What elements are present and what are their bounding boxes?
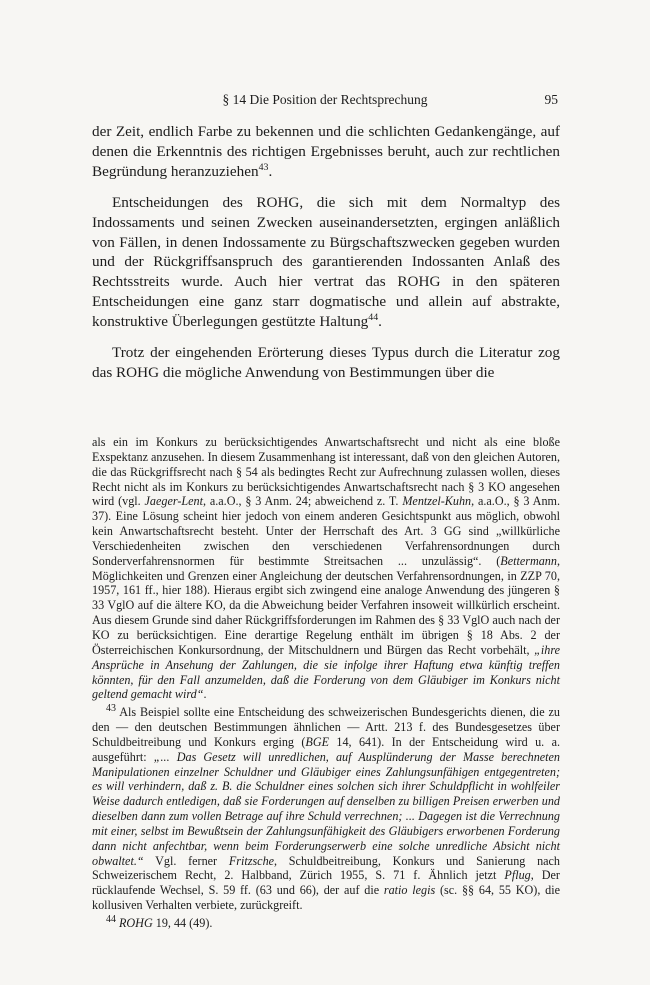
paragraph: Entscheidungen des ROHG, die sich mit dem Normaltyp des Indossaments und seinen Zwecken auseinandersetzten, ergingen anläßlich von Fällen, in denen Indossamente zu Bürgschaftszwecken gegeben wurden und der Rückgriffsanspruch des garantierenden Indossanten Anlaß des Rechtsstreits wurde. Auch hier vertrat das ROHG in den späteren Entscheidungen eine ganz starr dogmatische und allein auf abstrakte, konstruktive Überlegungen gestützte Haltung$^{44}$. — [92, 193, 560, 331]
chapter-title: § 14 Die Position der Rechtsprechung — [222, 92, 428, 107]
footnote-number: 43 — [106, 703, 116, 715]
paragraph: der Zeit, endlich Farbe zu bekennen und die schlichten Gedankengänge, auf denen die Erkenntnis des richtigen Ergebnisses beruht, auch zur rechtlichen Begründung heranzuziehen$^{43}$. — [92, 123, 560, 180]
paragraph: Trotz der eingehenden Erörterung dieses Typus durch die Literatur zog das ROHG die mögliche Anwendung von Bestimmungen über die — [92, 344, 560, 381]
main-text — [92, 122, 560, 394]
footnote-continuation: als ein im Konkurs zu berücksichtigendes Anwartschaftsrecht und nicht als eine bloße Exspektanz anzusehen. In diesem Zusammenhang ist interessant, daß von den gleichen Autoren, die das Rückgriffsrecht nach § 54 als bedingtes Recht zur Aufrechnung zulassen wollen, dieses Recht nicht als im Konkurs zu berücksichtigendes Anwartschaftsrecht nach § 3 KO angesehen wird (vgl. Jaeger-Lent, a.a.O., § 3 Anm. 24; abweichend z. T. Mentzel-Kuhn, a.a.O., § 3 Anm. 37). Eine Lösung scheint hier jedoch von einem anderen Gesichtspunkt aus möglich, obwohl kein Anwartschaftsrecht besteht. Unter der Herrschaft des Art. 3 GG sind „willkürliche Verschiedenheiten zwischen den verschiedenen Verfahrensordnungen durch Sonderverfahrensnormen für bestimmte Streitsachen ... unzulässig“. (Bettermann, Möglichkeiten und Grenzen einer Angleichung der deutschen Verfahrensordnungen, in ZZP 70, 1957, 161 ff., hier 188). Hieraus ergibt sich zwingend eine analoge Anwendung des jüngeren § 33 VglO auf die ältere KO, da die Abweichung beider Verfahren insoweit willkürlich erscheint. Aus diesem Grunde sind daher Rückgriffsforderungen im Rahmen des § 33 VglO auch nach der KO zu berücksichtigen. Eine derartige Regelung enthält im übrigen § 18 Abs. 2 der Österreichischen Konkursordnung, der Mitschuldnern und Bürgen das Recht vorbehält, „ihre Ansprüche in Ansehung der Zahlungen, die sie infolge ihrer Haftung etwa künftig treffen könnten, für den Fall anzumelden, daß die Forderung von dem Gläubiger im Konkurs nicht geltend gemacht wird“. — [92, 435, 560, 702]
footnote-ref[interactable]: 44 — [368, 312, 379, 324]
footnote-43: $^{43}$ Als Beispiel sollte eine Entscheidung des schweizerischen Bundesgerichts dienen, die zu den — den deutschen Bestimmungen ähnlichen — Artt. 213 f. des Bundesgesetzes über Schuldbeitreibung und Konkurs erging (BGE 14, 641). In der Entscheidung wird u. a. ausgeführt: „... Das Gesetz will unredlichen, auf Ausplünderung der Masse berechneten Manipulationen einzelner Schuldner und Gläubiger eines Zahlungsunfähigen entgegentreten; es will verhindern, daß z. B. die Schuldner eines solchen sich ihrer Schuldpflicht in wohlfeiler Weise dadurch entledigen, daß sie Forderungen auf denselben zu billigen Preisen erwerben und dieselben dann zum vollen Betrage auf ihre Schuld verrechnen; ... Dagegen ist die Verrechnung mit einer, selbst im Bewußtsein der Zahlungsunfähigkeit des Gläubigers erworbenen Forderung dann nicht anfechtbar, wenn beim Forderungserwerb eine solche unredliche Absicht nicht obwaltet.“ Vgl. ferner Fritzsche, Schuldbeitreibung, Konkurs und Sanierung nach Schweizerischem Recht, 2. Halbband, Zürich 1955, S. 71 f. Ähnlich jetzt Pflug, Der rücklaufende Wechsel, S. 59 ff. (63 und 66), der auf die ratio legis (sc. §§ 64, 55 KO), die kollusiven Verhalten verbiete, zurückgreift. — [92, 703, 561, 913]
footnote-44: $^{44}$ ROHG 19, 44 (49). — [106, 913, 213, 930]
footnote-ref[interactable]: 43 — [258, 161, 269, 173]
footnote-number: 44 — [106, 913, 116, 925]
running-head — [92, 91, 558, 108]
footnotes — [92, 435, 560, 934]
page-number: 95 — [544, 92, 558, 107]
